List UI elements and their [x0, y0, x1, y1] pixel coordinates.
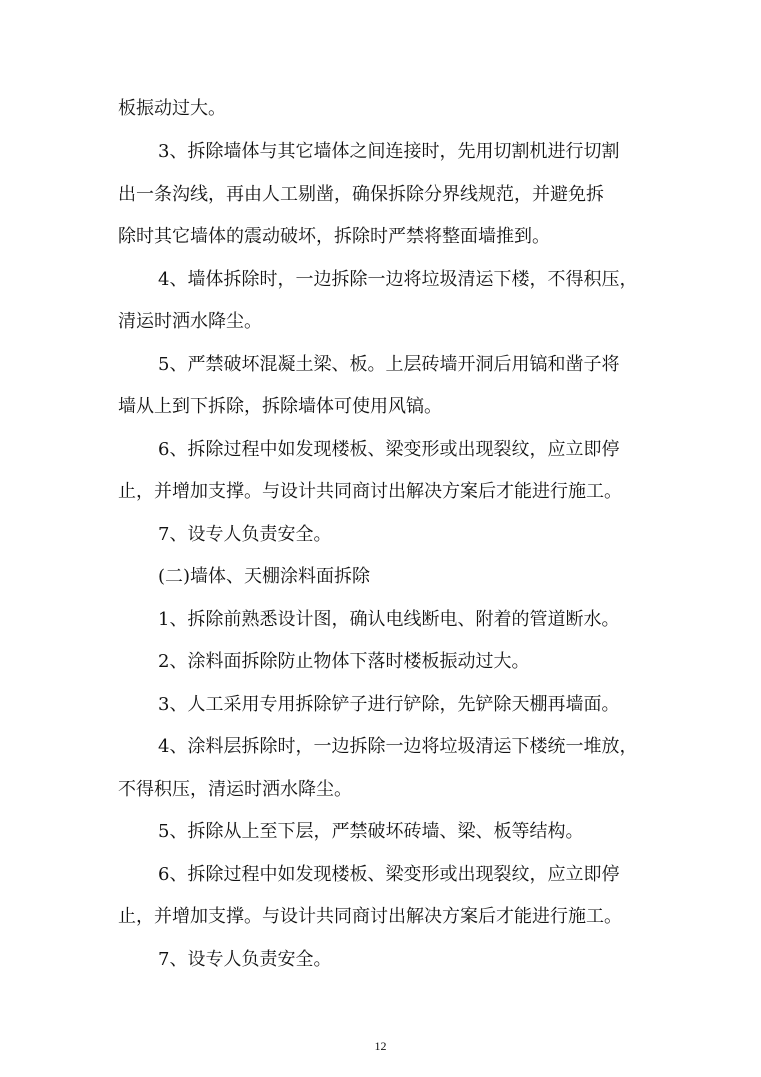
- text-line: 止，并增加支撑。与设计共同商讨出解决方案后才能进行施工。: [118, 906, 622, 927]
- text-line: 5、严禁破坏混凝土梁、板。上层砖墙开洞后用镐和凿子将: [158, 354, 620, 375]
- section-heading: (二)墙体、天棚涂料面拆除: [158, 566, 371, 587]
- text-line: 5、拆除从上至下层，严禁破坏砖墙、梁、板等结构。: [158, 821, 584, 842]
- text-line: 6、拆除过程中如发现楼板、梁变形或出现裂纹，应立即停: [158, 864, 620, 885]
- text-line: 不得积压，清运时洒水降尘。: [118, 779, 352, 800]
- text-line: 1、拆除前熟悉设计图，确认电线断电、附着的管道断水。: [158, 609, 620, 630]
- text-line: 7、设专人负责安全。: [158, 949, 332, 970]
- text-line: 4、涂料层拆除时，一边拆除一边将垃圾清运下楼统一堆放，: [158, 736, 638, 757]
- text-line: 墙从上到下拆除，拆除墙体可使用风镐。: [118, 396, 442, 417]
- text-line: 清运时洒水降尘。: [118, 311, 262, 332]
- text-line: 6、拆除过程中如发现楼板、梁变形或出现裂纹，应立即停: [158, 439, 620, 460]
- text-line: 2、涂料面拆除防止物体下落时楼板振动过大。: [158, 651, 530, 672]
- text-line: 除时其它墙体的震动破坏，拆除时严禁将整面墙推到。: [118, 226, 550, 247]
- text-line: 板振动过大。: [118, 98, 226, 119]
- text-line: 3、人工采用专用拆除铲子进行铲除，先铲除天棚再墙面。: [158, 694, 620, 715]
- page-number: 12: [374, 1039, 387, 1053]
- text-line: 出一条沟线，再由人工剔凿，确保拆除分界线规范，并避免拆: [118, 184, 604, 205]
- text-line: 3、拆除墙体与其它墙体之间连接时，先用切割机进行切割: [158, 141, 620, 162]
- text-line: 4、墙体拆除时，一边拆除一边将垃圾清运下楼，不得积压，: [158, 269, 638, 290]
- text-line: 7、设专人负责安全。: [158, 524, 332, 545]
- text-line: 止，并增加支撑。与设计共同商讨出解决方案后才能进行施工。: [118, 481, 622, 502]
